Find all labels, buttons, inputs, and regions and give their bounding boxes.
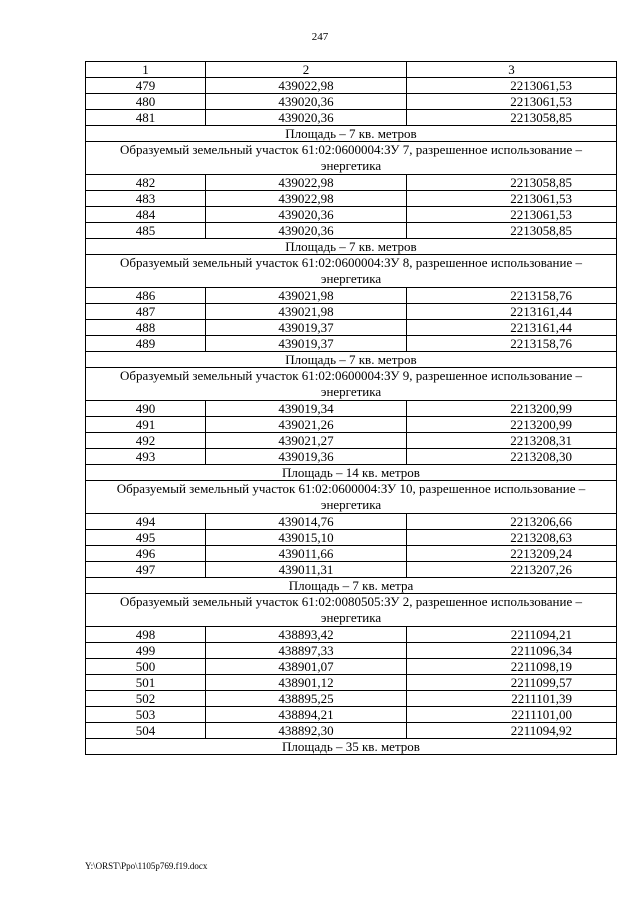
x-coordinate-cell: 439011,66: [206, 546, 407, 562]
y-coordinate-cell: 2211094,92: [407, 723, 617, 739]
point-number-cell: 485: [86, 223, 206, 239]
point-number-cell: 482: [86, 175, 206, 191]
table-row: [86, 562, 617, 578]
x-coordinate-cell: 438893,42: [206, 627, 407, 643]
x-coordinate-cell: 439021,26: [206, 417, 407, 433]
x-coordinate-cell: 439019,37: [206, 336, 407, 352]
column-header-y: 3: [407, 62, 617, 78]
y-coordinate-cell: 2213161,44: [407, 320, 617, 336]
x-coordinate-cell: 438897,33: [206, 643, 407, 659]
parcel-heading-row: [86, 368, 617, 401]
table-row: [86, 207, 617, 223]
y-coordinate-cell: 2213208,30: [407, 449, 617, 465]
y-coordinate-cell: 2213061,53: [407, 207, 617, 223]
y-coordinate-cell: 2213209,24: [407, 546, 617, 562]
area-summary: Площадь – 7 кв. метров: [86, 126, 617, 142]
x-coordinate-cell: 438901,12: [206, 675, 407, 691]
area-row: [86, 352, 617, 368]
x-coordinate-cell: 439011,31: [206, 562, 407, 578]
y-coordinate-cell: 2211098,19: [407, 659, 617, 675]
x-coordinate-cell: 438895,25: [206, 691, 407, 707]
x-coordinate-cell: 438894,21: [206, 707, 407, 723]
y-coordinate-cell: 2211099,57: [407, 675, 617, 691]
table-row: [86, 175, 617, 191]
area-summary: Площадь – 35 кв. метров: [86, 739, 617, 755]
table-row: [86, 449, 617, 465]
point-number-cell: 497: [86, 562, 206, 578]
table-row: [86, 288, 617, 304]
table-row: [86, 191, 617, 207]
point-number-cell: 499: [86, 643, 206, 659]
y-coordinate-cell: 2213206,66: [407, 514, 617, 530]
point-number-cell: 479: [86, 78, 206, 94]
parcel-heading: Образуемый земельный участок 61:02:0080505:ЗУ 2, разрешенное использование – энергетика: [86, 594, 617, 627]
parcel-heading: Образуемый земельный участок 61:02:0600004:ЗУ 8, разрешенное использование – энергетика: [86, 255, 617, 288]
table-row: [86, 530, 617, 546]
table-row: [86, 401, 617, 417]
x-coordinate-cell: 439022,98: [206, 175, 407, 191]
y-coordinate-cell: 2213208,31: [407, 433, 617, 449]
point-number-cell: 503: [86, 707, 206, 723]
point-number-cell: 502: [86, 691, 206, 707]
point-number-cell: 488: [86, 320, 206, 336]
x-coordinate-cell: 439020,36: [206, 223, 407, 239]
area-summary: Площадь – 7 кв. метра: [86, 578, 617, 594]
area-row: [86, 465, 617, 481]
parcel-heading: Образуемый земельный участок 61:02:0600004:ЗУ 9, разрешенное использование – энергетика: [86, 368, 617, 401]
point-number-cell: 487: [86, 304, 206, 320]
y-coordinate-cell: 2213061,53: [407, 191, 617, 207]
table-row: [86, 723, 617, 739]
y-coordinate-cell: 2213200,99: [407, 401, 617, 417]
point-number-cell: 484: [86, 207, 206, 223]
table-row: [86, 304, 617, 320]
point-number-cell: 481: [86, 110, 206, 126]
table-row: [86, 546, 617, 562]
column-header-x: 2: [206, 62, 407, 78]
parcel-heading: Образуемый земельный участок 61:02:0600004:ЗУ 7, разрешенное использование – энергетика: [86, 142, 617, 175]
point-number-cell: 486: [86, 288, 206, 304]
document-file-path: Y:\ORST\Ppo\1105p769.f19.docx: [85, 861, 208, 871]
x-coordinate-cell: 439019,34: [206, 401, 407, 417]
point-number-cell: 498: [86, 627, 206, 643]
x-coordinate-cell: 439021,98: [206, 288, 407, 304]
area-summary: Площадь – 14 кв. метров: [86, 465, 617, 481]
x-coordinate-cell: 439021,98: [206, 304, 407, 320]
y-coordinate-cell: 2211101,39: [407, 691, 617, 707]
point-number-cell: 500: [86, 659, 206, 675]
x-coordinate-cell: 439022,98: [206, 191, 407, 207]
table-row: [86, 675, 617, 691]
area-row: [86, 578, 617, 594]
point-number-cell: 491: [86, 417, 206, 433]
table-row: [86, 320, 617, 336]
parcel-heading: Образуемый земельный участок 61:02:0600004:ЗУ 10, разрешенное использование – энергетика: [86, 481, 617, 514]
x-coordinate-cell: 439015,10: [206, 530, 407, 546]
parcel-heading-row: [86, 255, 617, 288]
x-coordinate-cell: 438892,30: [206, 723, 407, 739]
y-coordinate-cell: 2213207,26: [407, 562, 617, 578]
point-number-cell: 493: [86, 449, 206, 465]
table-row: [86, 627, 617, 643]
area-row: [86, 239, 617, 255]
y-coordinate-cell: 2213200,99: [407, 417, 617, 433]
page-number: 247: [311, 31, 329, 43]
area-row: [86, 739, 617, 755]
table-row: [86, 643, 617, 659]
y-coordinate-cell: 2213158,76: [407, 336, 617, 352]
coordinates-table-body: [86, 62, 617, 755]
point-number-cell: 483: [86, 191, 206, 207]
table-row: [86, 659, 617, 675]
x-coordinate-cell: 439014,76: [206, 514, 407, 530]
y-coordinate-cell: 2211096,34: [407, 643, 617, 659]
y-coordinate-cell: 2213061,53: [407, 78, 617, 94]
area-row: [86, 126, 617, 142]
y-coordinate-cell: 2211094,21: [407, 627, 617, 643]
table-row: [86, 417, 617, 433]
coordinates-table: [85, 61, 617, 755]
x-coordinate-cell: 439020,36: [206, 207, 407, 223]
parcel-heading-row: [86, 481, 617, 514]
y-coordinate-cell: 2213208,63: [407, 530, 617, 546]
x-coordinate-cell: 439020,36: [206, 94, 407, 110]
area-summary: Площадь – 7 кв. метров: [86, 239, 617, 255]
x-coordinate-cell: 439019,37: [206, 320, 407, 336]
x-coordinate-cell: 439021,27: [206, 433, 407, 449]
y-coordinate-cell: 2211101,00: [407, 707, 617, 723]
y-coordinate-cell: 2213158,76: [407, 288, 617, 304]
area-summary: Площадь – 7 кв. метров: [86, 352, 617, 368]
point-number-cell: 489: [86, 336, 206, 352]
point-number-cell: 495: [86, 530, 206, 546]
point-number-cell: 492: [86, 433, 206, 449]
column-header-number: 1: [86, 62, 206, 78]
table-row: [86, 514, 617, 530]
table-row: [86, 336, 617, 352]
point-number-cell: 490: [86, 401, 206, 417]
y-coordinate-cell: 2213058,85: [407, 175, 617, 191]
point-number-cell: 496: [86, 546, 206, 562]
x-coordinate-cell: 439022,98: [206, 78, 407, 94]
x-coordinate-cell: 439020,36: [206, 110, 407, 126]
table-row: [86, 110, 617, 126]
table-row: [86, 707, 617, 723]
table-row: [86, 94, 617, 110]
x-coordinate-cell: 438901,07: [206, 659, 407, 675]
table-row: [86, 78, 617, 94]
point-number-cell: 501: [86, 675, 206, 691]
y-coordinate-cell: 2213058,85: [407, 223, 617, 239]
parcel-heading-row: [86, 142, 617, 175]
table-header-row: [86, 62, 617, 78]
y-coordinate-cell: 2213161,44: [407, 304, 617, 320]
x-coordinate-cell: 439019,36: [206, 449, 407, 465]
table-row: [86, 433, 617, 449]
point-number-cell: 494: [86, 514, 206, 530]
y-coordinate-cell: 2213061,53: [407, 94, 617, 110]
y-coordinate-cell: 2213058,85: [407, 110, 617, 126]
point-number-cell: 480: [86, 94, 206, 110]
parcel-heading-row: [86, 594, 617, 627]
table-row: [86, 691, 617, 707]
table-row: [86, 223, 617, 239]
point-number-cell: 504: [86, 723, 206, 739]
